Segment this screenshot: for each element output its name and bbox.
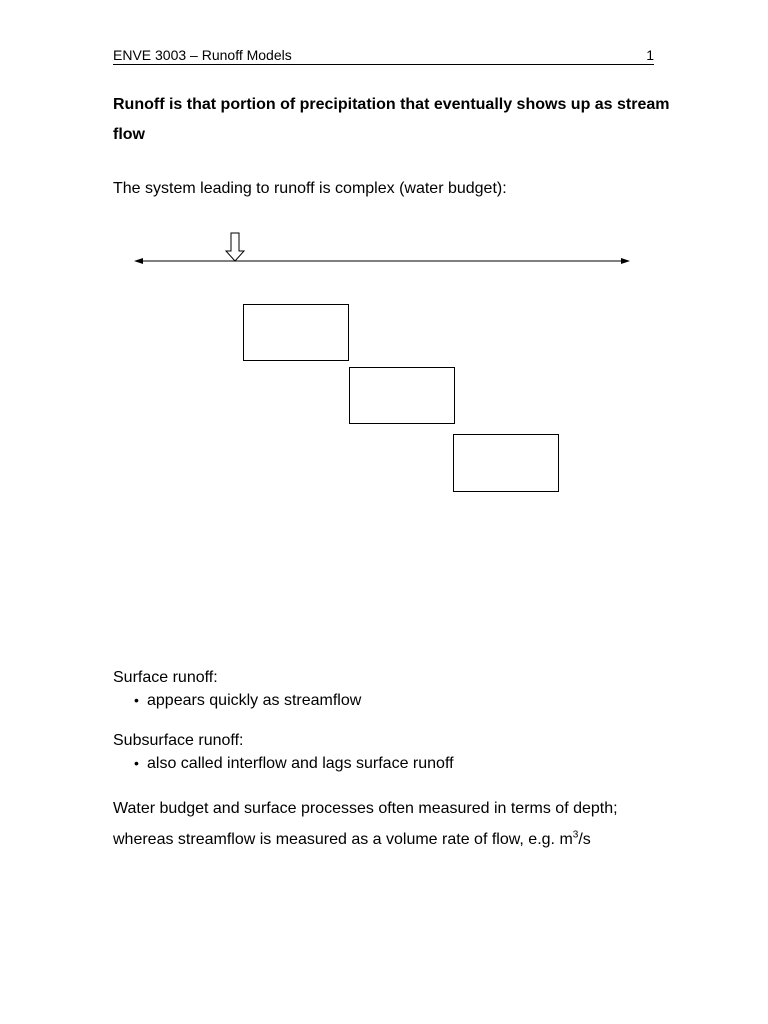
down-arrow-icon bbox=[226, 233, 244, 261]
header-title: ENVE 3003 – Runoff Models bbox=[113, 47, 292, 63]
double-headed-arrow-icon bbox=[134, 258, 630, 264]
flow-unit-tail: /s bbox=[578, 831, 591, 848]
surface-runoff-bullet-text: appears quickly as streamflow bbox=[147, 692, 362, 709]
diagram-box-3 bbox=[453, 434, 559, 492]
subsurface-runoff-bullet-text: also called interflow and lags surface runoff bbox=[147, 755, 454, 772]
flow-unit-base: m bbox=[559, 831, 573, 848]
page-number: 1 bbox=[646, 47, 654, 63]
subsurface-runoff-bullet bbox=[134, 753, 454, 774]
diagram-box-1 bbox=[243, 304, 349, 361]
intro-text: The system leading to runoff is complex (water budget): bbox=[113, 180, 507, 197]
flow-unit-exponent: 3 bbox=[572, 829, 579, 841]
units-paragraph bbox=[113, 793, 673, 855]
diagram-box-2 bbox=[349, 367, 455, 424]
surface-runoff-bullet bbox=[134, 690, 361, 711]
surface-runoff-label: Surface runoff: bbox=[113, 669, 218, 686]
bullet-icon: • bbox=[134, 692, 139, 708]
units-paragraph-text: Water budget and surface processes often measured in terms of depth; whereas streamflow is measured as a volume rate of flow, e.g. bbox=[113, 800, 618, 848]
subsurface-runoff-label: Subsurface runoff: bbox=[113, 732, 244, 749]
flow-unit bbox=[559, 831, 590, 848]
section-heading: Runoff is that portion of precipitation that eventually shows up as stream flow bbox=[113, 96, 670, 143]
bullet-icon: • bbox=[134, 755, 139, 771]
